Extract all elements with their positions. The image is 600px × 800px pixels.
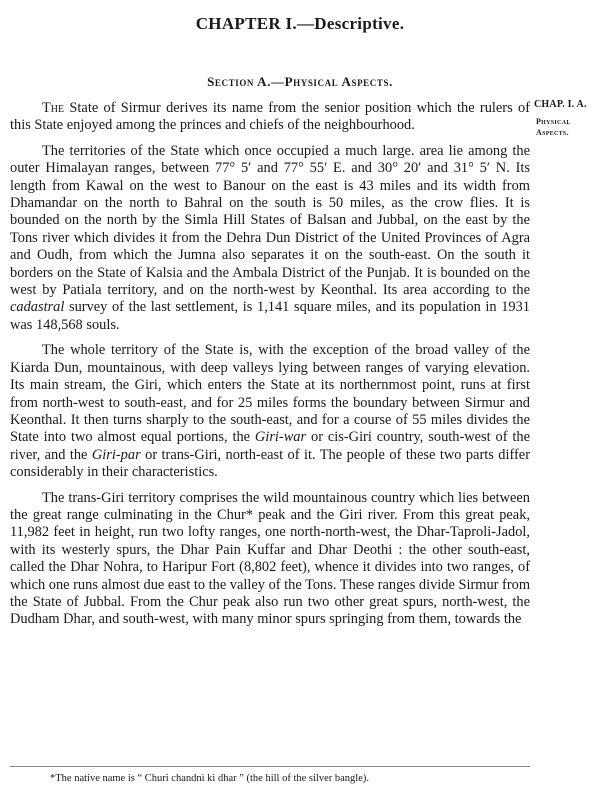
chapter-title: CHAPTER I.—Descriptive. (195, 14, 405, 33)
paragraph-2 (10, 143, 530, 334)
section-title: Section A.—Physical Aspects. (207, 74, 393, 89)
paragraph-4 (10, 490, 530, 629)
paragraph-2-text-b: survey of the last settlement, is 1,141 square miles, and its population in 1931 was 148,568 souls. (10, 299, 530, 333)
chapter-reference: CHAP. I. A. (534, 99, 587, 110)
paragraph-3-text-c: or trans-Giri, north-east of it. The people of these two parts differ considerably in their characteristics. (10, 446, 530, 481)
footnote-rule (10, 766, 530, 767)
paragraph-1-lead: The (42, 100, 65, 116)
margin-note (534, 99, 600, 138)
paragraph-4-text: The trans-Giri territory comprises the wild mountainous country which lies between the great range culminating in the Chur* peak and the Giri river. From this great peak, 11,982 feet in height, run two lofty ranges, one north-north-west, the Dhar-Taproli-Jadol, with its westerly spurs, the Dhar Pain Kuffar and Dhar Deothi : the other south-east, called the Dhar Nohra, to Haripur Fort (8,802 feet), whence it divides into two ranges, of which one runs almost due east to the valley of the Tons. These ranges divide Sirmur from the State of Jubbal. From the Chur peak also run two other great spurs, north-west, the Dudham Dhar, and south-west, with many minor spurs springing from them, towards the (10, 489, 531, 628)
paragraph-3 (10, 342, 530, 481)
footnote: *The native name is “ Churi chandni ki dhar ” (the hill of the silver bangle). (50, 773, 369, 784)
paragraph-3-text-b: or cis-Giri country, south-west of the river, and the (10, 429, 530, 463)
paragraph-1 (10, 100, 530, 135)
paragraph-2-text-a: The territories of the State which once occupied a much large. area lie among the outer Himalayan ranges, between 77° 5′ and 77° 55′ E. and 30° 20′ and 31° 5′ N. Its length from Kawal on the west to Banour on the east is 43 miles and its width from Dhamandar on the north to Bahral on the south is 50 miles, as the crow flies. It is bounded on the north by the Simla Hill States of Balsan and Jubbal, on the east by the Tons river which divides it from the Dehra Dun District of the United Provinces of Agra and Oudh, from which the Jumna also separates it on the south-east. On the south it borders on the State of Kalsia and the Ambala District of the Punjab. It is bounded on the west by Patiala territory, and on the north-west by Keonthal. Its area according to the (10, 142, 530, 299)
paragraph-3-text-a: The whole territory of the State is, with the exception of the broad valley of the Kiarda Dun, mountainous, with deep valleys lying between ranges of varying elevation. Its main stream, the Giri, which enters the State at its northernmost point, runs at first from north-west to south-east, and for 25 miles forms the boundary between Sirmur and Keonthal. It then turns sharply to the south-east, and for a course of 55 miles divides the State into two almost equal portions, the (10, 342, 530, 446)
paragraph-3-italic-a: Giri-war (254, 429, 307, 446)
topic-note-line-1: Physical (536, 117, 571, 126)
paragraph-2-italic: cadastral (10, 299, 65, 316)
topic-note-line-2: Aspects. (536, 128, 569, 137)
paragraph-3-italic-b: Giri-par (91, 446, 141, 463)
paragraph-1-text: State of Sirmur derives its name from the senior position which the rulers of this State enjoyed among the princes and chiefs of the neighbourhood. (10, 100, 530, 134)
topic-note (534, 116, 600, 138)
body-text (10, 100, 530, 629)
